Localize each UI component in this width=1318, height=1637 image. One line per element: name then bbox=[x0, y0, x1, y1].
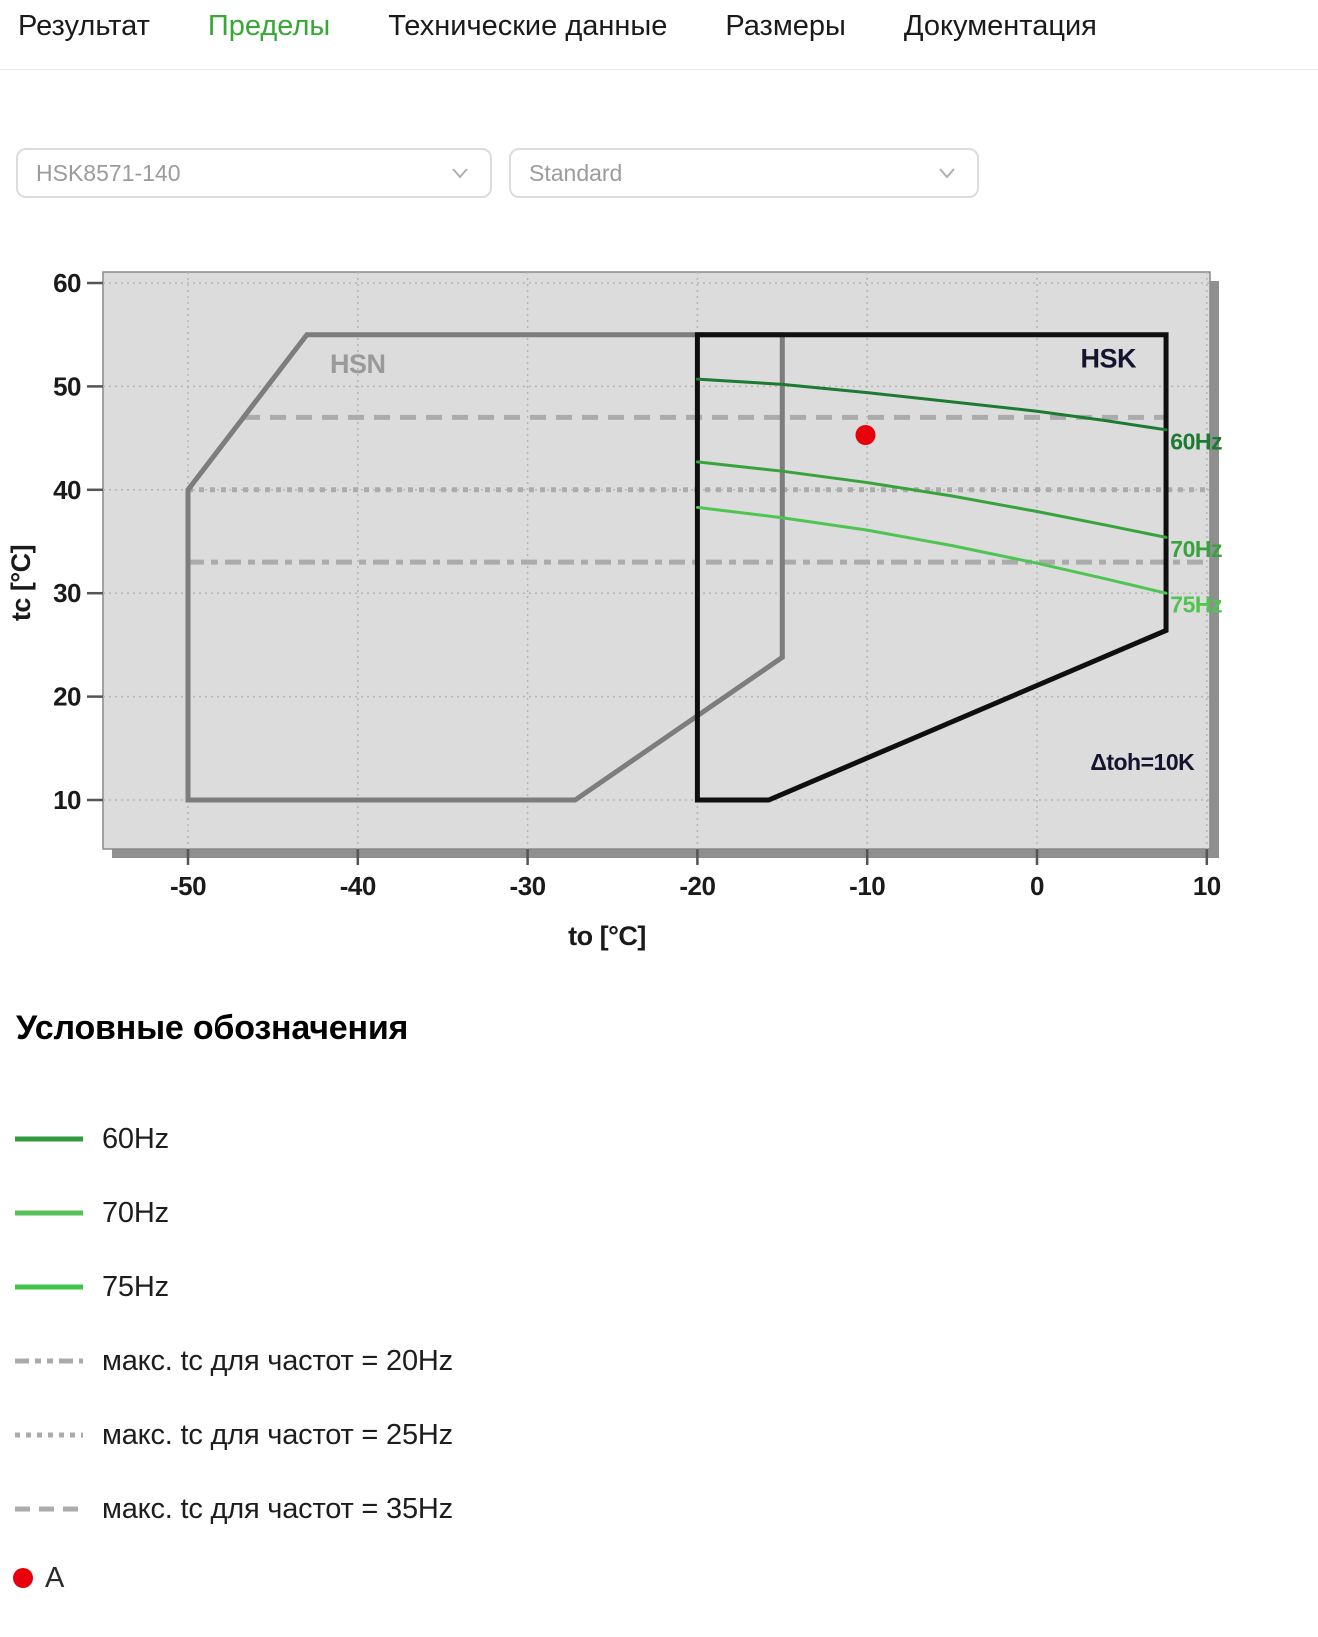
x-tick-label: -40 bbox=[339, 871, 376, 901]
legend-item-label: макс. tc для частот = 20Hz bbox=[102, 1344, 453, 1377]
legend-item-2 bbox=[0, 1176, 1318, 1250]
x-tick-label: -10 bbox=[849, 871, 886, 901]
legend-title: Условные обозначения bbox=[16, 1009, 409, 1047]
y-tick-label: 10 bbox=[53, 785, 81, 815]
x-tick-label: 10 bbox=[1192, 871, 1221, 901]
chart-label-hsn: HSN bbox=[330, 348, 386, 379]
chart-label-60hz: 60Hz bbox=[1170, 428, 1222, 455]
y-tick-label: 40 bbox=[53, 474, 81, 505]
variant-select-value: Standard bbox=[529, 159, 623, 186]
x-tick-label: -50 bbox=[169, 871, 207, 901]
legend-line-icon bbox=[14, 1134, 84, 1144]
legend-line-icon bbox=[14, 1356, 84, 1366]
legend-item-label: макс. tc для частот = 35Hz bbox=[102, 1492, 453, 1525]
chart-label-δtoh=10k: Δtoh=10K bbox=[1090, 748, 1195, 775]
chart-label-75hz: 75Hz bbox=[1170, 591, 1222, 618]
y-tick-label: 60 bbox=[53, 268, 81, 298]
legend-item-1 bbox=[0, 1102, 1318, 1176]
chart-label-70hz: 70Hz bbox=[1170, 535, 1222, 562]
model-select-value: HSK8571-140 bbox=[36, 159, 181, 186]
legend-item-7 bbox=[0, 1546, 1318, 1610]
x-axis-label: to [°C] bbox=[568, 921, 646, 951]
legend-item-5 bbox=[0, 1398, 1318, 1472]
legend-item-6 bbox=[0, 1472, 1318, 1546]
x-tick-label: -30 bbox=[509, 871, 546, 901]
tab-limits[interactable]: Пределы bbox=[207, 10, 331, 42]
tab-bar bbox=[0, 0, 1318, 70]
y-tick-label: 50 bbox=[53, 371, 81, 402]
legend-point-icon bbox=[10, 1565, 36, 1591]
legend-item-4 bbox=[0, 1324, 1318, 1398]
variant-select[interactable] bbox=[509, 148, 979, 198]
selector-row bbox=[16, 148, 1318, 198]
y-tick-label: 20 bbox=[53, 681, 81, 712]
legend-item-3 bbox=[0, 1250, 1318, 1324]
legend-item-label: 70Hz bbox=[102, 1196, 169, 1229]
chevron-down-icon bbox=[450, 165, 470, 181]
limits-chart-svg bbox=[0, 240, 1318, 960]
tab-dimensions[interactable]: Размеры bbox=[725, 10, 846, 42]
x-tick-label: -20 bbox=[679, 871, 716, 901]
tab-documentation[interactable]: Документация bbox=[903, 10, 1097, 42]
model-select[interactable] bbox=[16, 148, 492, 198]
legend-rows bbox=[0, 1102, 1318, 1610]
legend-item-label: макс. tc для частот = 25Hz bbox=[102, 1418, 453, 1451]
tab-technical-data[interactable]: Технические данные bbox=[388, 10, 668, 42]
limits-chart bbox=[0, 240, 1318, 965]
chart-label-hsk: HSK bbox=[1080, 343, 1137, 374]
chevron-down-icon bbox=[937, 165, 957, 181]
legend-line-icon bbox=[14, 1282, 84, 1292]
legend-line-icon bbox=[14, 1208, 84, 1218]
y-axis-label: tc [°C] bbox=[6, 544, 36, 622]
y-tick-label: 30 bbox=[53, 578, 81, 609]
x-tick-label: 0 bbox=[1030, 871, 1044, 901]
point-a bbox=[856, 425, 876, 445]
legend-line-icon bbox=[14, 1430, 84, 1440]
legend-line-icon bbox=[14, 1504, 84, 1514]
tab-result[interactable]: Результат bbox=[18, 10, 150, 42]
legend-item-label: 75Hz bbox=[102, 1270, 169, 1303]
legend-item-label: A bbox=[45, 1561, 65, 1594]
legend-item-label: 60Hz bbox=[102, 1122, 169, 1155]
